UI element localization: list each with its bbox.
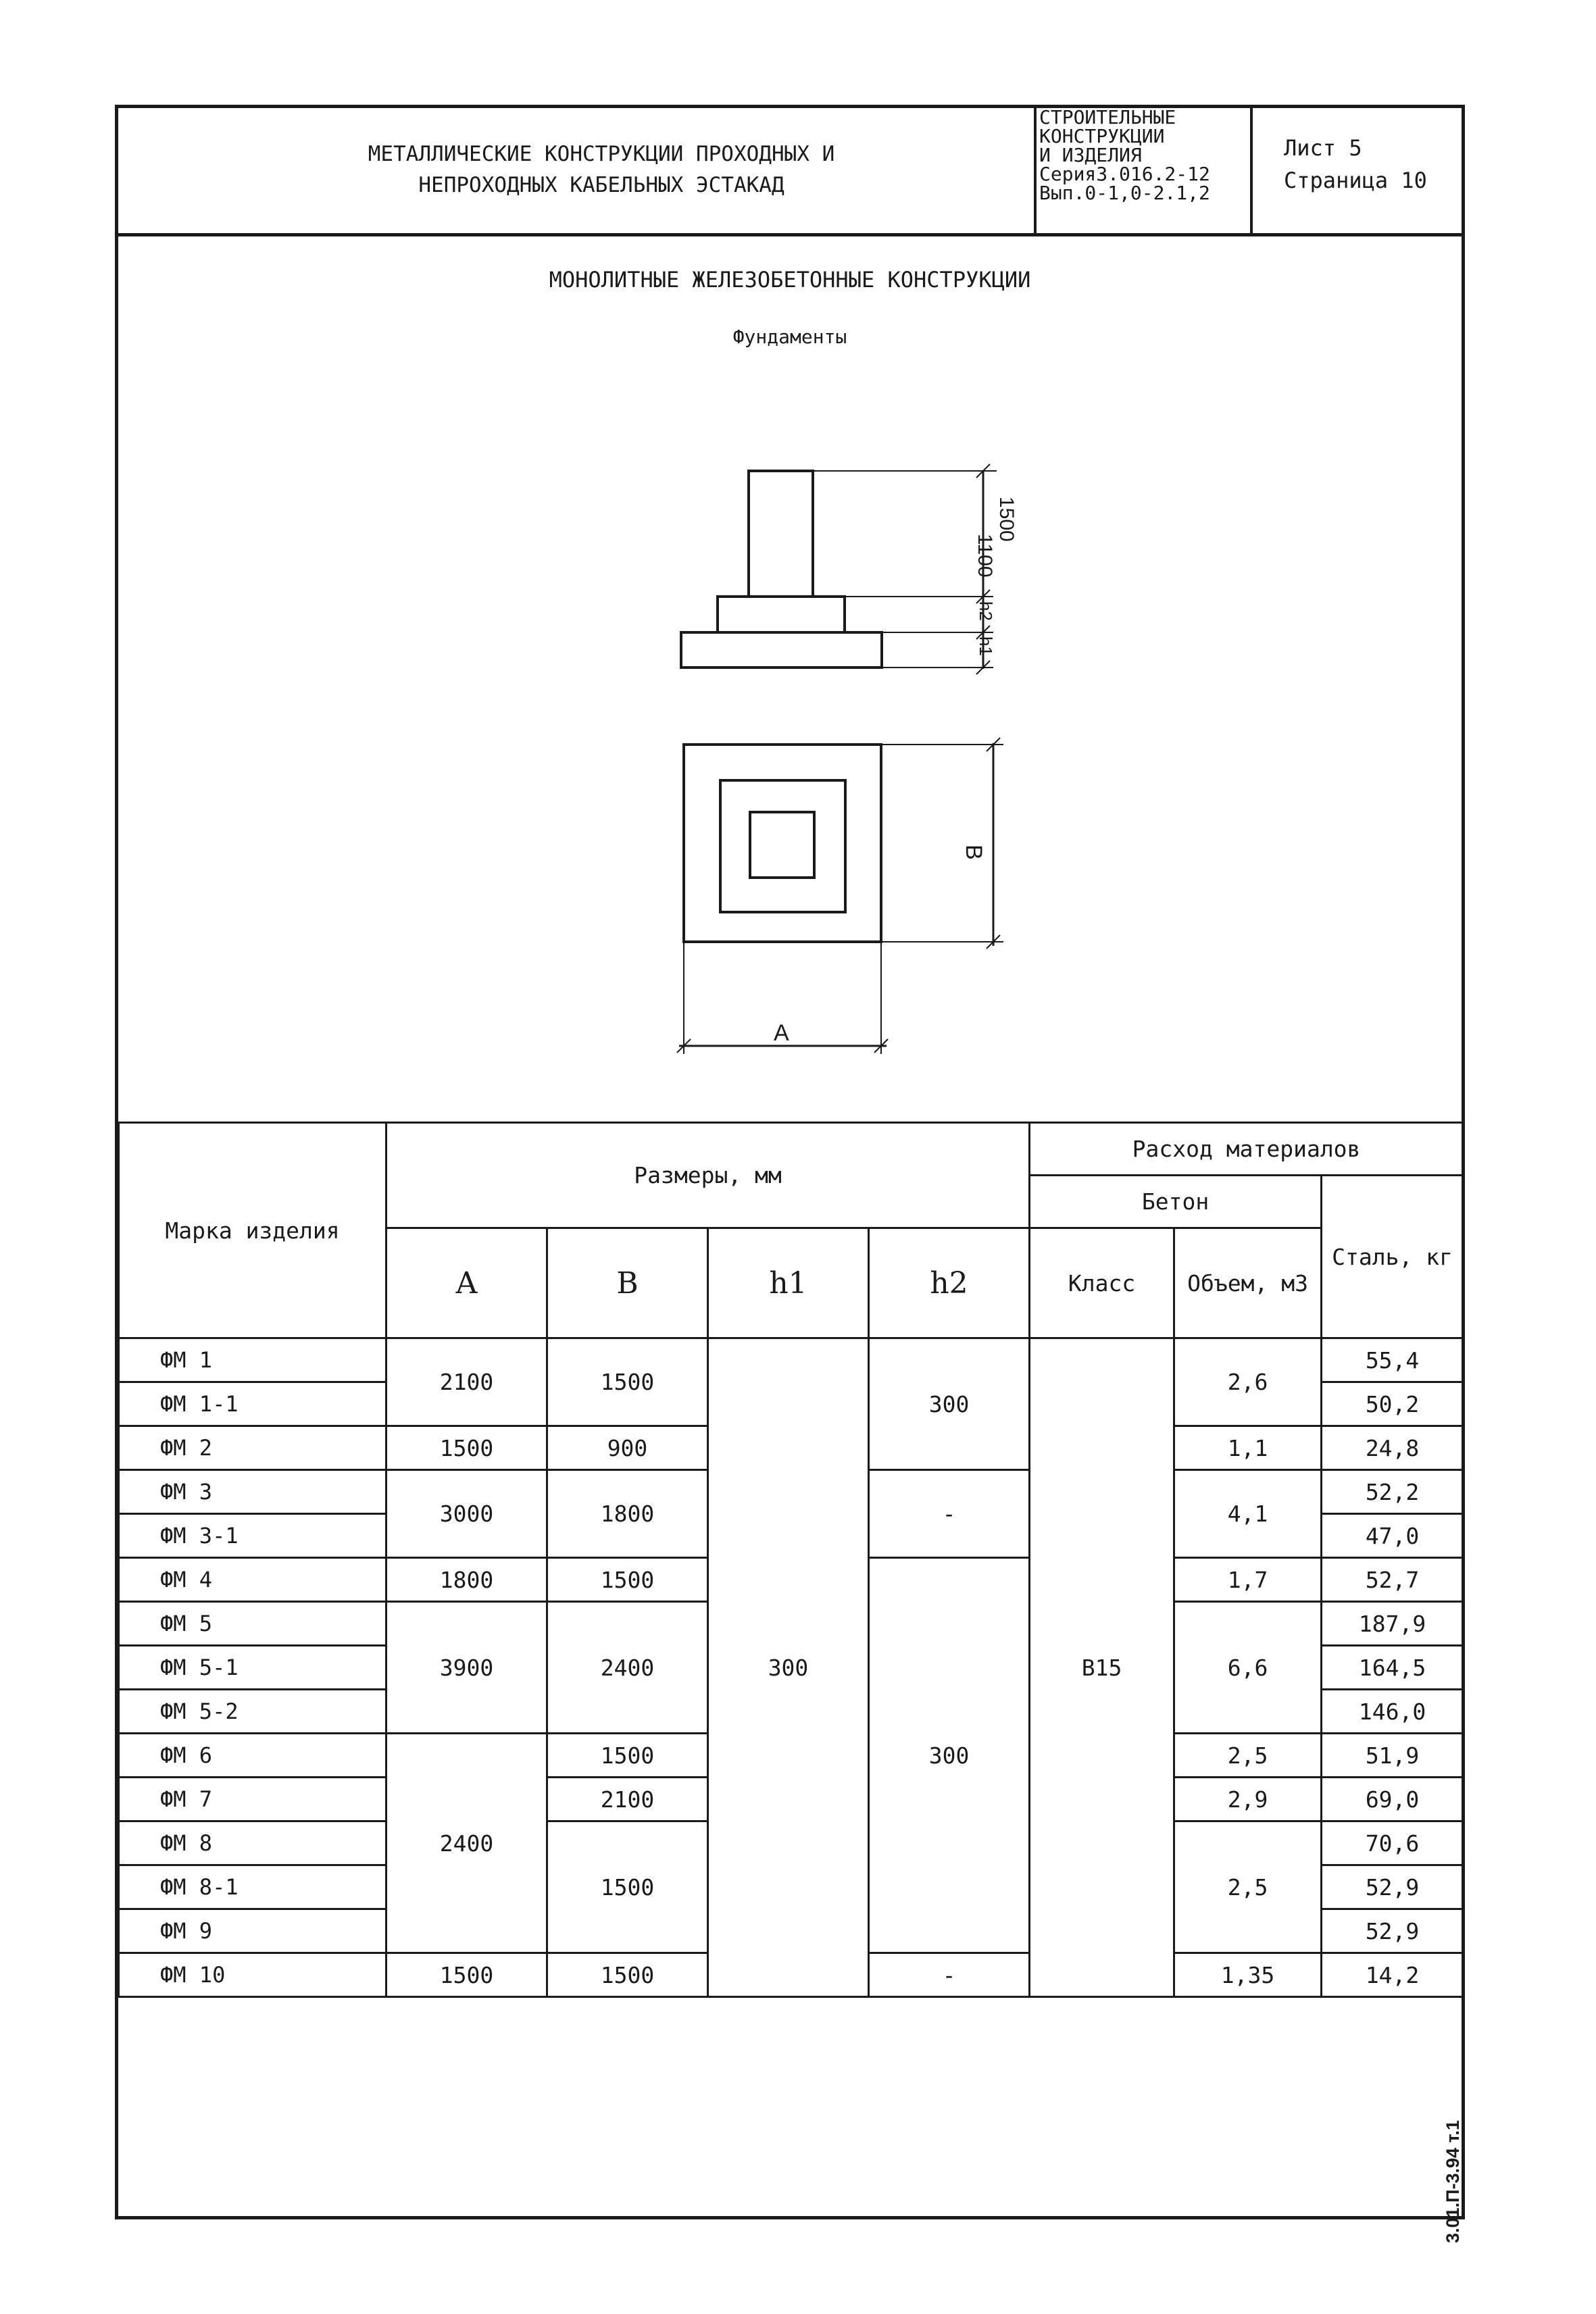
cell-mark: ФМ 8 — [119, 1821, 386, 1865]
cell-volume: 1,35 — [1174, 1953, 1322, 1997]
cell-volume: 1,7 — [1174, 1558, 1322, 1602]
cell-mark: ФМ 9 — [119, 1909, 386, 1953]
document-stamp: 3.01.П-3.94 т.1 — [1443, 2120, 1463, 2243]
th-volume: Объем, м3 — [1174, 1228, 1322, 1338]
cell-mark: ФМ 1-1 — [119, 1382, 386, 1426]
cell-steel: 55,4 — [1322, 1338, 1464, 1382]
cell-volume: 4,1 — [1174, 1470, 1322, 1558]
dim-label-h1: h1 — [976, 636, 996, 656]
cell-volume: 2,6 — [1174, 1338, 1322, 1426]
cell-b: 900 — [547, 1426, 708, 1470]
cell-steel: 24,8 — [1322, 1426, 1464, 1470]
cell-steel: 187,9 — [1322, 1602, 1464, 1646]
series-line-2: КОНСТРУКЦИИ — [1039, 125, 1165, 147]
dim-label-b: B — [961, 845, 987, 860]
cell-volume: 2,5 — [1174, 1734, 1322, 1778]
cell-a: 1500 — [386, 1953, 547, 1997]
cell-steel: 52,2 — [1322, 1470, 1464, 1514]
th-materials: Расход материалов — [1030, 1123, 1464, 1176]
cell-steel: 164,5 — [1322, 1646, 1464, 1690]
cell-mark: ФМ 6 — [119, 1734, 386, 1778]
cell-mark: ФМ 3 — [119, 1470, 386, 1514]
cell-mark: ФМ 10 — [119, 1953, 386, 1997]
dim-label-1500: 1500 — [995, 497, 1018, 542]
dim-label-h2: h2 — [976, 601, 996, 621]
cell-volume: 2,5 — [1174, 1821, 1322, 1953]
cell-mark: ФМ 1 — [119, 1338, 386, 1382]
cell-h2: - — [869, 1470, 1030, 1558]
th-h1: h1 — [708, 1228, 869, 1338]
cell-steel: 47,0 — [1322, 1514, 1464, 1558]
cell-a: 2400 — [386, 1734, 547, 1953]
cell-volume: 1,1 — [1174, 1426, 1322, 1470]
table-row — [119, 1338, 1464, 1382]
cell-steel: 52,7 — [1322, 1558, 1464, 1602]
column-elevation — [749, 471, 813, 597]
cell-a: 2100 — [386, 1338, 547, 1426]
cell-b: 1800 — [547, 1470, 708, 1558]
cell-a: 1500 — [386, 1426, 547, 1470]
upper-step-elevation — [718, 597, 845, 632]
cell-mark: ФМ 2 — [119, 1426, 386, 1470]
series-line-4: Серия3.016.2-12 — [1039, 163, 1210, 185]
cell-h2: 300 — [869, 1558, 1030, 1953]
cell-steel: 52,9 — [1322, 1865, 1464, 1909]
cell-steel: 70,6 — [1322, 1821, 1464, 1865]
th-b: B — [547, 1228, 708, 1338]
cell-volume: 6,6 — [1174, 1602, 1322, 1734]
th-sizes: Размеры, мм — [386, 1123, 1030, 1228]
cell-mark: ФМ 7 — [119, 1778, 386, 1821]
dim-label-1100: 1100 — [974, 534, 996, 578]
cell-mark: ФМ 5-2 — [119, 1690, 386, 1734]
cell-mark: ФМ 8-1 — [119, 1865, 386, 1909]
lower-step-elevation — [681, 632, 882, 668]
cell-a: 3000 — [386, 1470, 547, 1558]
th-concrete: Бетон — [1030, 1176, 1322, 1228]
th-class: Класс — [1030, 1228, 1174, 1338]
cell-h1: 300 — [708, 1338, 869, 1997]
sheet-number: Лист 5 — [1284, 135, 1362, 161]
header-title-line1: МЕТАЛЛИЧЕСКИЕ КОНСТРУКЦИИ ПРОХОДНЫХ И — [368, 142, 835, 166]
cell-h2: - — [869, 1953, 1030, 1997]
cell-mark: ФМ 4 — [119, 1558, 386, 1602]
foundation-drawing — [0, 0, 1596, 1122]
cell-steel: 52,9 — [1322, 1909, 1464, 1953]
foundation-plan-step — [720, 780, 845, 912]
series-line-1: СТРОИТЕЛЬНЫЕ — [1039, 106, 1176, 128]
cell-mark: ФМ 5 — [119, 1602, 386, 1646]
cell-class: B15 — [1030, 1338, 1174, 1997]
cell-b: 2100 — [547, 1778, 708, 1821]
cell-b: 1500 — [547, 1821, 708, 1953]
cell-volume: 2,9 — [1174, 1778, 1322, 1821]
cell-a: 3900 — [386, 1602, 547, 1734]
cell-steel: 146,0 — [1322, 1690, 1464, 1734]
cell-steel: 51,9 — [1322, 1734, 1464, 1778]
dim-label-a: A — [774, 1020, 789, 1046]
series-line-3: И ИЗДЕЛИЯ — [1039, 144, 1142, 166]
page-number: Страница 10 — [1284, 168, 1427, 193]
section-subtitle: Фундаменты — [732, 326, 847, 348]
cell-b: 1500 — [547, 1734, 708, 1778]
cell-steel: 50,2 — [1322, 1382, 1464, 1426]
cell-b: 2400 — [547, 1602, 708, 1734]
cell-b: 1500 — [547, 1953, 708, 1997]
series-line-5: Вып.0-1,0-2.1,2 — [1039, 182, 1210, 204]
th-mark: Марка изделия — [119, 1123, 386, 1338]
th-h2: h2 — [869, 1228, 1030, 1338]
foundation-spec-table — [118, 1122, 1464, 1998]
cell-mark: ФМ 3-1 — [119, 1514, 386, 1558]
header-title-line2: НЕПРОХОДНЫХ КАБЕЛЬНЫХ ЭСТАКАД — [418, 173, 784, 197]
th-a: A — [386, 1228, 547, 1338]
cell-a: 1800 — [386, 1558, 547, 1602]
cell-steel: 69,0 — [1322, 1778, 1464, 1821]
cell-b: 1500 — [547, 1558, 708, 1602]
cell-h2: 300 — [869, 1338, 1030, 1470]
cell-steel: 14,2 — [1322, 1953, 1464, 1997]
foundation-plan-column — [750, 812, 814, 878]
th-steel: Сталь, кг — [1322, 1176, 1464, 1338]
cell-mark: ФМ 5-1 — [119, 1646, 386, 1690]
cell-b: 1500 — [547, 1338, 708, 1426]
section-title: МОНОЛИТНЫЕ ЖЕЛЕЗОБЕТОННЫЕ КОНСТРУКЦИИ — [549, 267, 1031, 293]
